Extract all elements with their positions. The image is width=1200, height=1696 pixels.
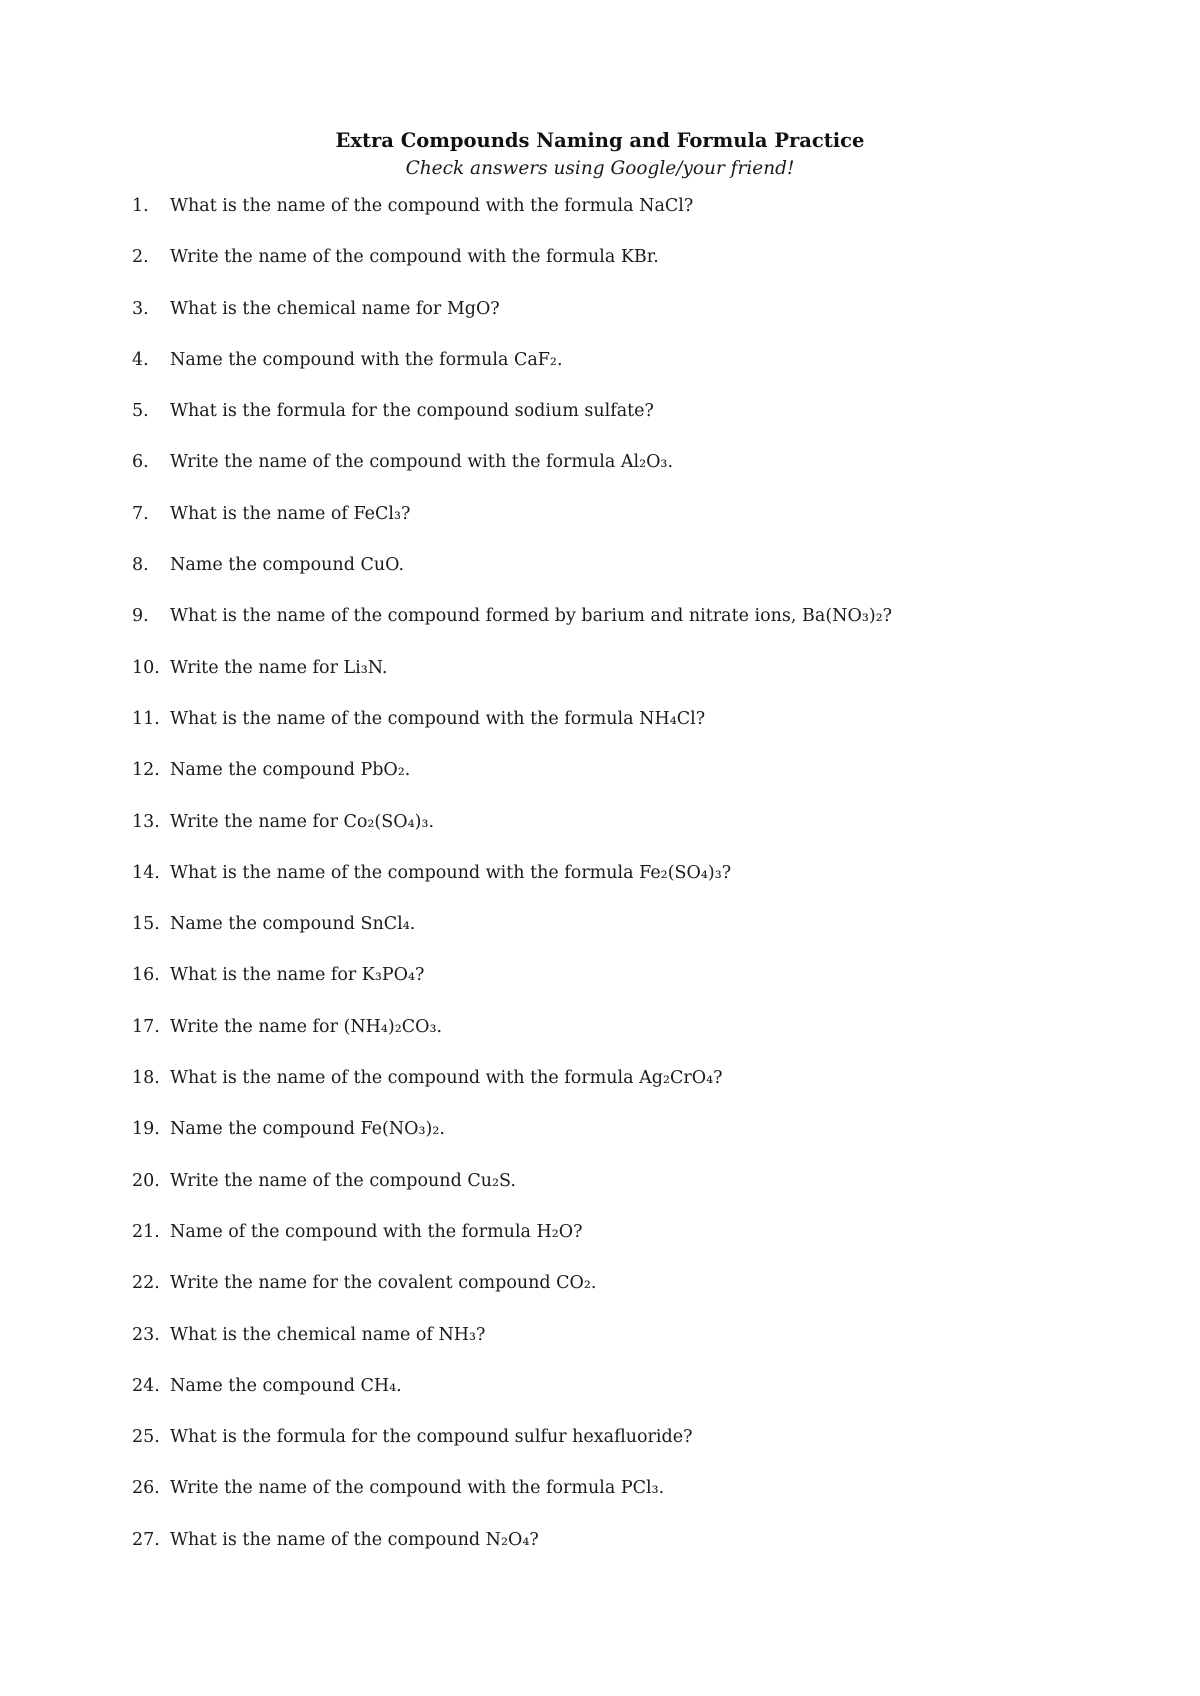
question-number: 8. <box>132 555 149 576</box>
question-text: Name the compound SnCl₄. <box>170 914 416 935</box>
question-text: What is the name of the compound with the formula NH₄Cl? <box>170 708 706 729</box>
question-item <box>132 1528 1092 1579</box>
question-item <box>132 502 1092 553</box>
question-item <box>132 348 1092 399</box>
question-item <box>132 707 1092 758</box>
question-number: 1. <box>132 196 149 216</box>
question-text: Write the name for the covalent compound CO₂. <box>170 1273 597 1294</box>
question-number: 24. <box>132 1375 160 1396</box>
question-number: 25. <box>132 1427 160 1448</box>
question-number: 12. <box>132 760 160 781</box>
question-text: Name the compound Fe(NO₃)₂. <box>170 1119 445 1140</box>
question-item <box>132 245 1092 296</box>
question-item <box>132 604 1092 655</box>
question-text: What is the chemical name of NH₃? <box>170 1324 486 1345</box>
page-subtitle: Check answers using Google/your friend! <box>405 158 795 179</box>
question-text: Write the name for (NH₄)₂CO₃. <box>170 1016 443 1037</box>
question-text: Name the compound with the formula CaF₂. <box>170 349 563 370</box>
question-text: What is the formula for the compound sulfur hexafluoride? <box>170 1427 693 1448</box>
question-item <box>132 1271 1092 1322</box>
question-item <box>132 912 1092 963</box>
question-text: What is the name of the compound with the formula Fe₂(SO₄)₃? <box>170 862 732 883</box>
question-text: Write the name of the compound Cu₂S. <box>170 1170 516 1191</box>
question-number: 20. <box>132 1170 160 1191</box>
question-text: Write the name for Li₃N. <box>170 657 388 678</box>
question-number: 10. <box>132 657 160 678</box>
question-item <box>132 194 1092 245</box>
question-text: Write the name for Co₂(SO₄)₃. <box>170 811 435 832</box>
question-number: 3. <box>132 298 149 319</box>
question-text: What is the chemical name for MgO? <box>170 298 500 319</box>
question-text: What is the name of FeCl₃? <box>170 503 411 524</box>
question-number: 9. <box>132 606 149 627</box>
question-item <box>132 1220 1092 1271</box>
question-number: 17. <box>132 1016 160 1037</box>
question-number: 27. <box>132 1529 160 1550</box>
question-text: Name the compound PbO₂. <box>170 760 411 781</box>
question-item <box>132 450 1092 501</box>
question-item <box>132 1323 1092 1374</box>
question-item <box>132 1476 1092 1527</box>
question-number: 16. <box>132 965 160 986</box>
question-text: Name the compound CH₄. <box>170 1375 402 1396</box>
question-item <box>132 1117 1092 1168</box>
question-number: 26. <box>132 1478 160 1499</box>
question-text: What is the name for K₃PO₄? <box>170 965 425 986</box>
question-text: What is the name of the compound with the formula Ag₂CrO₄? <box>170 1068 723 1089</box>
question-number: 18. <box>132 1068 160 1089</box>
question-text: Write the name of the compound with the formula Al₂O₃. <box>170 452 674 473</box>
question-item <box>132 1066 1092 1117</box>
question-item <box>132 656 1092 707</box>
question-item <box>132 810 1092 861</box>
question-item <box>132 861 1092 912</box>
question-number: 6. <box>132 452 149 473</box>
question-number: 21. <box>132 1221 160 1242</box>
question-item <box>132 758 1092 809</box>
question-item <box>132 963 1092 1014</box>
question-number: 2. <box>132 247 149 268</box>
question-number: 13. <box>132 811 160 832</box>
question-number: 7. <box>132 503 149 524</box>
question-number: 5. <box>132 401 149 422</box>
question-item <box>132 399 1092 450</box>
question-item <box>132 553 1092 604</box>
question-item <box>132 1425 1092 1476</box>
question-number: 15. <box>132 914 160 935</box>
question-number: 14. <box>132 862 160 883</box>
question-text: What is the name of the compound N₂O₄? <box>170 1529 539 1550</box>
question-text: Name of the compound with the formula H₂O? <box>170 1221 583 1242</box>
question-number: 4. <box>132 349 149 370</box>
page-title: Extra Compounds Naming and Formula Practice <box>335 129 865 152</box>
question-text: What is the name of the compound with the formula NaCl? <box>170 196 694 216</box>
question-text: What is the name of the compound formed by barium and nitrate ions, Ba(NO₃)₂? <box>170 606 893 627</box>
question-text: Write the name of the compound with the formula PCl₃. <box>170 1478 665 1499</box>
question-item <box>132 1169 1092 1220</box>
question-item <box>132 297 1092 348</box>
question-number: 22. <box>132 1273 160 1294</box>
question-number: 23. <box>132 1324 160 1345</box>
question-list <box>132 194 1092 1579</box>
question-number: 11. <box>132 708 160 729</box>
question-text: Write the name of the compound with the formula KBr. <box>170 247 659 268</box>
question-number: 19. <box>132 1119 160 1140</box>
question-text: What is the formula for the compound sodium sulfate? <box>170 401 654 422</box>
question-item <box>132 1374 1092 1425</box>
question-text: Name the compound CuO. <box>170 555 405 576</box>
question-item <box>132 1015 1092 1066</box>
